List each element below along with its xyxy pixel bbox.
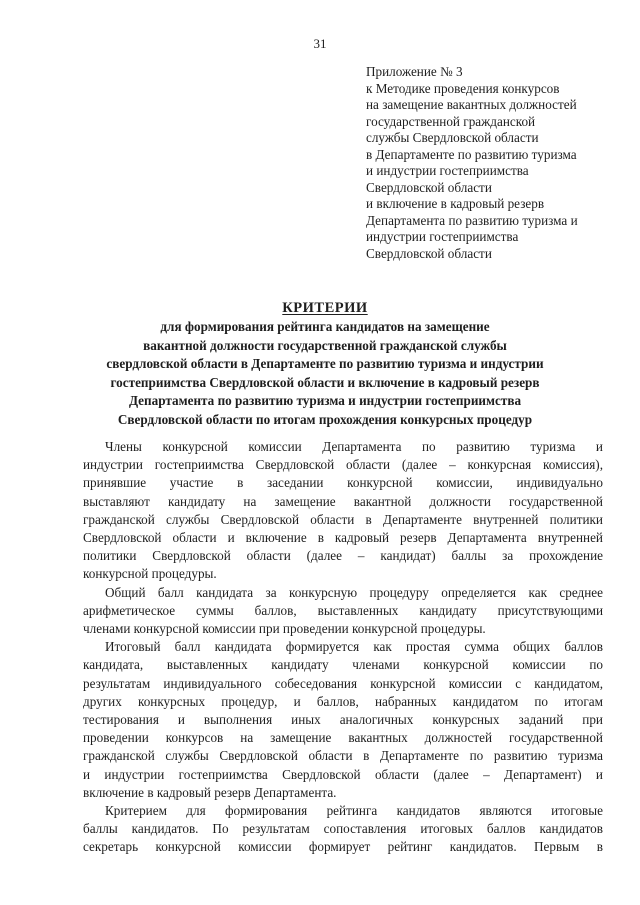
appendix-line: и включение в кадровый резерв [366,196,545,211]
subtitle-line: для формирования рейтинга кандидатов на замещение [160,319,490,334]
paragraph-line: тестирования и выполнения иных аналогичных конкурсных заданий при [83,712,603,728]
appendix-line: к Методике проведения конкурсов [366,80,560,96]
appendix-line: Приложение № 3 [366,64,463,79]
appendix-line: в Департаменте по развитию туризма [366,146,577,162]
paragraph-line: принявшие участие в заседании конкурсной комиссии, индивидуально [83,475,603,491]
paragraph-line: Общий балл кандидата за конкурсную процедуру определяется как среднее [105,584,603,600]
document-subtitle [60,318,590,429]
appendix-reference [366,64,628,262]
paragraph-line: индустрии гостеприимства Свердловской области (далее – конкурсная комиссия), [83,457,603,473]
paragraph-line: других конкурсных процедур, и баллов, набранных кандидатом по итогам [83,693,603,709]
paragraph-line: гражданской службы Свердловской области в Департаменте внутренней политики [83,511,603,527]
paragraph-line: результатам индивидуального собеседования конкурсной комиссии с кандидатом, [83,675,603,691]
paragraph-line: баллы кандидатов. По результатам сопоставления итоговых баллов кандидатов [83,821,603,837]
paragraph-line: включение в кадровый резерв Департамента. [83,784,337,800]
paragraph-line: выставляют кандидату на замещение вакантной должности государственной [83,493,603,509]
paragraph-line: Итоговый балл кандидата формируется как простая сумма общих баллов [105,639,603,655]
paragraph [83,638,603,802]
subtitle-line: Свердловской области по итогам прохождения конкурсных процедур [117,411,533,427]
subtitle-line: Департамента по развитию туризма и индустрии гостеприимства [128,393,522,408]
paragraph-line: политики Свердловской области (далее – кандидат) баллы за прохождение [83,548,603,564]
paragraph-line: гражданской службы Свердловской области в Департаменте по развитию туризма [83,748,603,764]
paragraph-line: кандидата, выставленных кандидату членами конкурсной комиссии по [83,657,603,673]
appendix-line: Департамента по развитию туризма и [366,212,578,228]
subtitle-line: свердловской области в Департаменте по развитию туризма и индустрии [106,356,544,371]
appendix-line: на замещение вакантных должностей [366,97,577,112]
paragraph [83,438,603,584]
page-number: 31 [313,36,327,51]
paragraph [83,584,603,639]
paragraph-line: Критерием для формирования рейтинга кандидатов являются итоговые [105,803,603,819]
paragraph-line: конкурсной процедуры. [83,566,217,582]
paragraph-line: секретарь конкурсной комиссии формирует рейтинг кандидатов. Первым в [83,839,603,855]
paragraph-line: Члены конкурсной комиссии Департамента по развитию туризма и [105,439,603,454]
appendix-line: службы Свердловской области [366,130,539,145]
body-text [83,438,603,857]
appendix-line: Свердловской области [366,179,492,195]
appendix-line: индустрии гостеприимства [366,229,519,244]
subtitle-line: вакантной должности государственной гражданской службы [143,337,507,353]
paragraph-line: Свердловской области и включение в кадровый резерв Департамента внутренней [83,530,603,546]
paragraph-line: и индустрии гостеприимства Свердловской области (далее – Департамент) и [83,766,603,782]
appendix-line: и индустрии гостеприимства [366,163,529,178]
paragraph-line: членами конкурсной комиссии при проведении конкурсной процедуры. [83,621,486,637]
paragraph-line: проведении конкурсов на замещение вакантных должностей государственной [83,730,603,746]
subtitle-line: гостеприимства Свердловской области и включение в кадровый резерв [110,374,540,390]
paragraph-line: арифметическое суммы баллов, выставленных кандидату присутствующими [83,602,603,618]
appendix-line: Свердловской области [366,245,492,261]
paragraph [83,802,603,857]
document-title: КРИТЕРИИ [282,300,368,316]
appendix-line: государственной гражданской [366,113,536,129]
title-block [60,298,590,429]
